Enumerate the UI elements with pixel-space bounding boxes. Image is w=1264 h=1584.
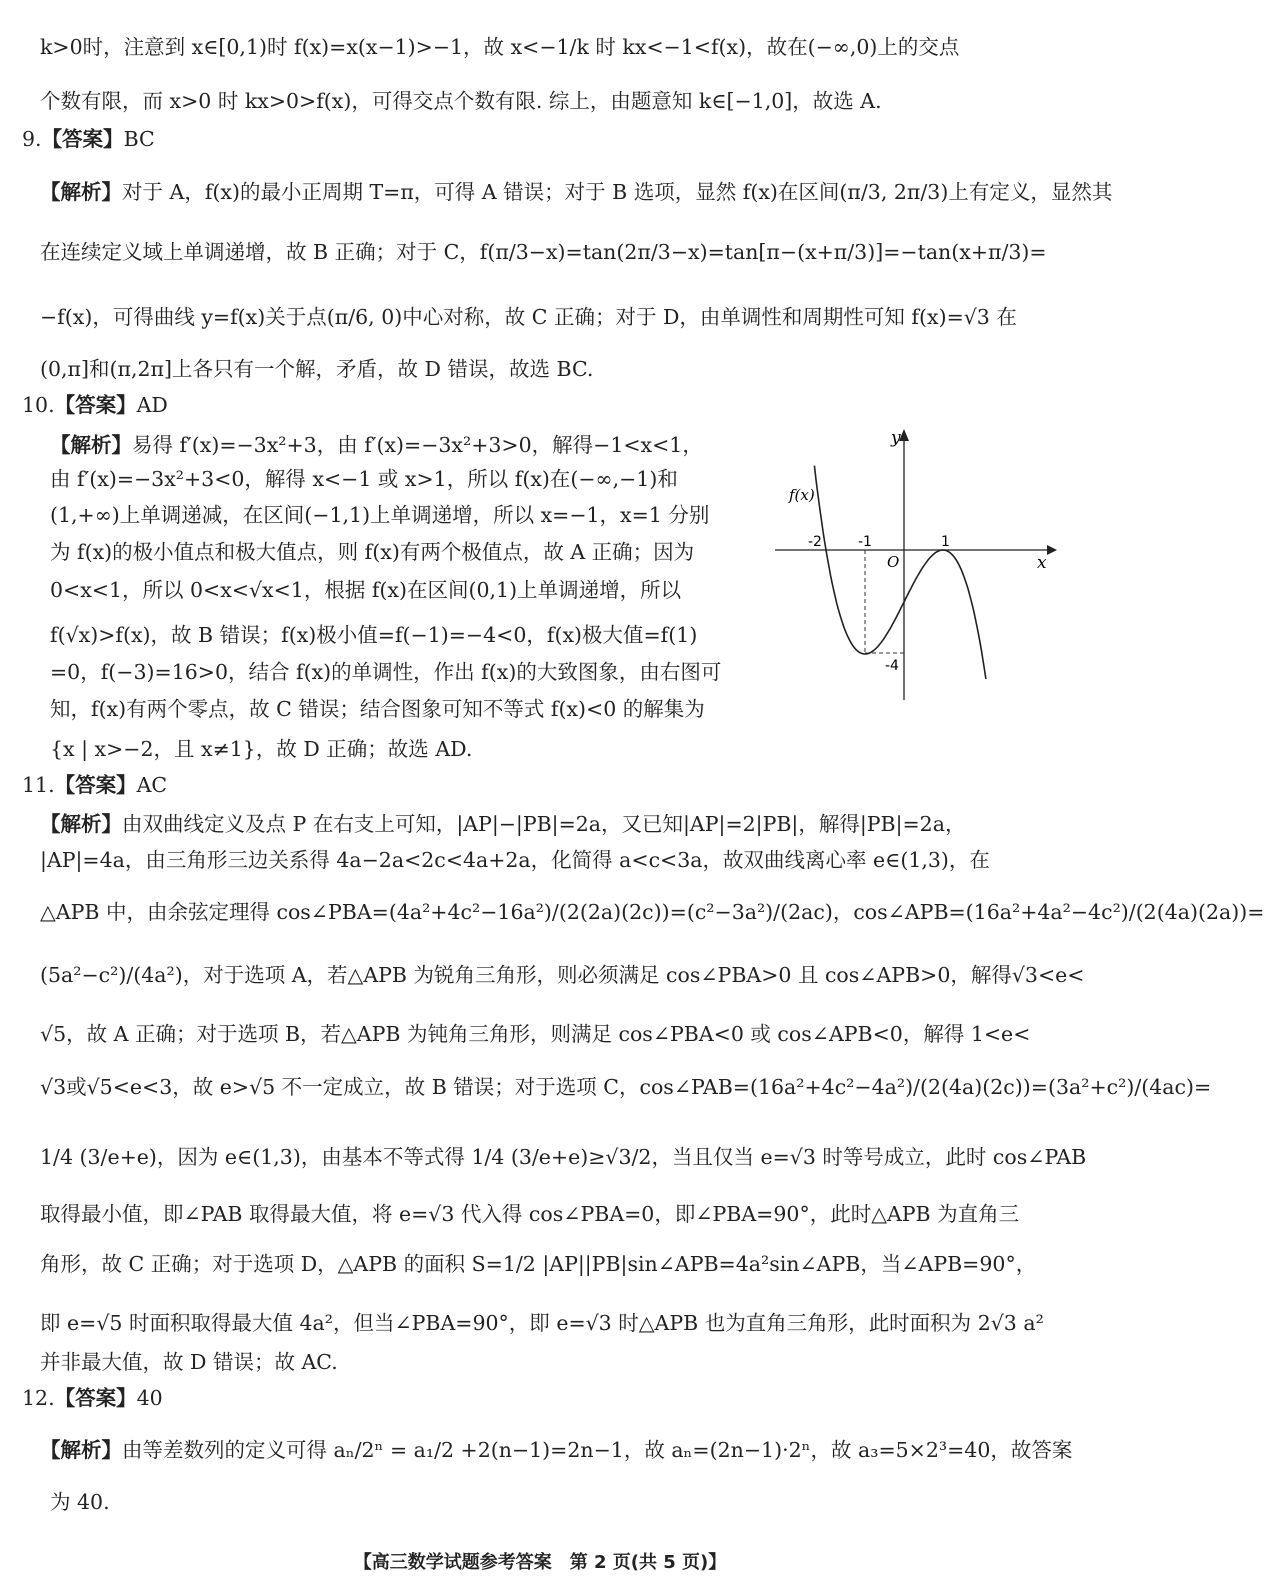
text-line: △APB 中，由余弦定理得 cos∠PBA=(4a²+4c²−16a²)/(2(2a)(2c))=(c²−3a²)/(2ac)，cos∠APB=(16a²+4a²−4c²)/(2(4a)(2a))= (40, 900, 1264, 924)
curve-label: f(x) (789, 486, 815, 504)
analysis-tag: 【解析】 (40, 812, 122, 836)
text-line (40, 175, 1112, 205)
analysis-text: 易得 f′(x)=−3x²+3，由 f′(x)=−3x²+3>0，解得−1<x<1， (132, 433, 703, 457)
text-line: |AP|=4a，由三角形三边关系得 4a−2a<2c<4a+2a，化简得 a<c<3a，故双曲线离心率 e∈(1,3)，在 (40, 848, 990, 872)
tick-label-1: 1 (941, 534, 950, 550)
question-10-header (22, 388, 168, 418)
text-line: f(√x)>f(x)，故 B 错误；f(x)极小值=f(−1)=−4<0，f(x)极大值=f(1) (50, 623, 698, 647)
text-line: 知，f(x)有两个零点，故 C 错误；结合图象可知不等式 f(x)<0 的解集为 (50, 697, 705, 721)
origin-label: O (887, 553, 900, 571)
analysis-text: 由双曲线定义及点 P 在右支上可知，|AP|−|PB|=2a，又已知|AP|=2|PB|，解得|PB|=2a， (122, 812, 966, 836)
text-line: 取得最小值，即∠PAB 取得最大值，将 e=√3 代入得 cos∠PBA=0，即∠PBA=90°，此时△APB 为直角三 (40, 1202, 1020, 1226)
text-line: 个数有限，而 x>0 时 kx>0>f(x)，可得交点个数有限. 综上，由题意知 k∈[−1,0]，故选 A. (40, 89, 882, 113)
answer-value: BC (123, 127, 155, 151)
analysis-tag: 【解析】 (50, 433, 132, 457)
answer-tag: 【答案】 (54, 393, 137, 417)
text-line: 角形，故 C 正确；对于选项 D，△APB 的面积 S=1/2 |AP||PB|sin∠APB=4a²sin∠APB，当∠APB=90°， (40, 1252, 1037, 1276)
question-number: 11. (22, 773, 55, 797)
text-line (40, 807, 965, 837)
text-line: 1/4 (3/e+e)，因为 e∈(1,3)，由基本不等式得 1/4 (3/e+e)≥√3/2，当且仅当 e=√3 时等号成立，此时 cos∠PAB (40, 1145, 1087, 1169)
curve-fx (814, 466, 986, 679)
text-line: =0，f(−3)=16>0，结合 f(x)的单调性，作出 f(x)的大致图象，由右图可 (50, 660, 722, 684)
text-line: (0,π]和(π,2π]上各只有一个解，矛盾，故 D 错误，故选 BC. (40, 357, 594, 381)
text-line: 为 40. (50, 1490, 110, 1514)
text-line (50, 428, 703, 458)
tick-label-neg2: -2 (808, 534, 822, 550)
answer-value: AC (136, 773, 168, 797)
page-footer: 【高三数学试题参考答案 第 2 页(共 5 页)】 (353, 1552, 727, 1573)
answer-tag: 【答案】 (54, 773, 137, 797)
text-line: k>0时，注意到 x∈[0,1)时 f(x)=x(x−1)>−1，故 x<−1/k 时 kx<−1<f(x)，故在(−∞,0)上的交点 (40, 35, 960, 59)
text-line: √5，故 A 正确；对于选项 B，若△APB 为钝角三角形，则满足 cos∠PBA<0 或 cos∠APB<0，解得 1<e< (40, 1022, 1031, 1046)
question-number: 12. (22, 1386, 55, 1410)
text-line: {x | x>−2，且 x≠1}，故 D 正确；故选 AD. (50, 737, 473, 761)
text-line: 0<x<1，所以 0<x<√x<1，根据 f(x)在区间(0,1)上单调递增，所以 (50, 578, 682, 602)
x-axis-label: x (1037, 553, 1047, 573)
question-12-header (22, 1381, 163, 1411)
x-axis-arrow (1047, 545, 1057, 555)
text-line (40, 1433, 1072, 1463)
y-axis-label: y (891, 428, 901, 448)
question-number: 10. (22, 393, 55, 417)
question-9-header (22, 122, 155, 152)
text-line: 由 f′(x)=−3x²+3<0，解得 x<−1 或 x>1，所以 f(x)在(−∞,−1)和 (50, 467, 678, 491)
question-number: 9. (22, 127, 42, 151)
text-line: 即 e=√5 时面积取得最大值 4a²，但当∠PBA=90°，即 e=√3 时△APB 也为直角三角形，此时面积为 2√3 a² (40, 1311, 1044, 1335)
text-line: 并非最大值，故 D 错误；故 AC. (40, 1350, 338, 1374)
tick-label-neg4: -4 (885, 658, 899, 674)
analysis-tag: 【解析】 (40, 180, 122, 204)
text-line: (5a²−c²)/(4a²)，对于选项 A，若△APB 为锐角三角形，则必须满足 cos∠PBA>0 且 cos∠APB>0，解得√3<e< (40, 963, 1085, 987)
text-line: (1,+∞)上单调递减，在区间(−1,1)上单调递增，所以 x=−1，x=1 分别 (50, 503, 710, 527)
function-graph (775, 425, 1060, 715)
question-11-header (22, 768, 167, 798)
text-line: √3或√5<e<3，故 e>√5 不一定成立，故 B 错误；对于选项 C，cos∠PAB=(16a²+4c²−4a²)/(2(4a)(2c))=(3a²+c²)/(4ac)= (40, 1075, 1212, 1099)
tick-label-neg1: -1 (858, 534, 872, 550)
answer-value: AD (136, 393, 168, 417)
analysis-text: 对于 A，f(x)的最小正周期 T=π，可得 A 错误；对于 B 选项，显然 f(x)在区间(π/3, 2π/3)上有定义，显然其 (122, 180, 1113, 204)
analysis-tag: 【解析】 (40, 1438, 122, 1462)
text-line: 为 f(x)的极小值点和极大值点，则 f(x)有两个极值点，故 A 正确；因为 (50, 540, 695, 564)
text-line: −f(x)，可得曲线 y=f(x)关于点(π/6, 0)中心对称，故 C 正确；对于 D，由单调性和周期性可知 f(x)=√3 在 (40, 305, 1017, 329)
analysis-text: 由等差数列的定义可得 aₙ/2ⁿ = a₁/2 +2(n−1)=2n−1，故 aₙ=(2n−1)·2ⁿ，故 a₃=5×2³=40，故答案 (122, 1438, 1073, 1462)
text-line: 在连续定义域上单调递增，故 B 正确；对于 C，f(π/3−x)=tan(2π/3−x)=tan[π−(x+π/3)]=−tan(x+π/3)= (40, 240, 1047, 264)
answer-value: 40 (136, 1386, 163, 1410)
answer-tag: 【答案】 (54, 1386, 137, 1410)
answer-tag: 【答案】 (41, 127, 124, 151)
